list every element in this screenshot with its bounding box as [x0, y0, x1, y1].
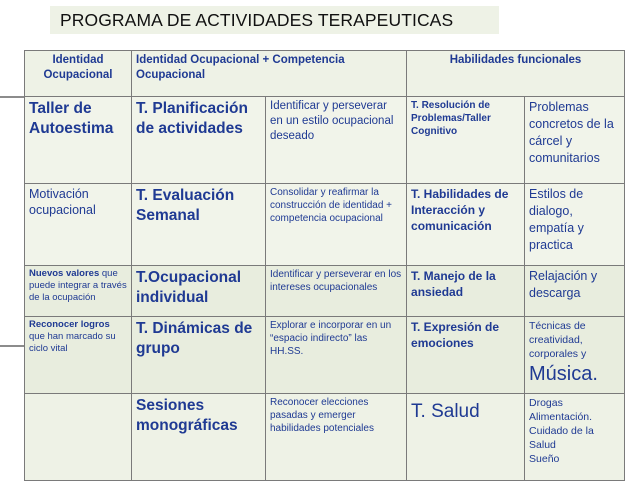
header-identidad: Identidad Ocupacional — [25, 51, 132, 97]
cell-objetivo: Consolidar y reafirmar la construcción de identidad + competencia ocupacional — [266, 184, 407, 266]
cell-habilidad: T. Habilidades de Interacción y comunicación — [407, 184, 525, 266]
cell-contenido — [525, 394, 625, 481]
cell-identidad-bold: uevos valores — [35, 268, 100, 279]
cell-identidad — [25, 266, 132, 317]
cell-taller: T.Ocupacional individual — [132, 266, 266, 317]
cell-objetivo: Identificar y perseverar en los intereses ocupacionales — [266, 266, 407, 317]
cell-identidad: Taller de Autoestima — [25, 97, 132, 184]
header-identidad-competencia: Identidad Ocupacional + Competencia Ocupacional — [132, 51, 407, 97]
cell-habilidad-text: T. Salud — [411, 401, 480, 422]
cell-taller: T. Evaluación Semanal — [132, 184, 266, 266]
table-row — [25, 266, 625, 317]
header-habilidades: Habilidades funcionales — [407, 51, 625, 97]
cell-identidad: Motivación ocupacional — [25, 184, 132, 266]
header-row — [25, 51, 625, 97]
cell-habilidad: T. Manejo de la ansiedad — [407, 266, 525, 317]
list-item: Sueño — [529, 453, 560, 465]
cell-habilidad — [407, 394, 525, 481]
table-row — [25, 394, 625, 481]
cell-objetivo: Explorar e incorporar en un “espacio indirecto” las HH.SS. — [266, 317, 407, 394]
cell-contenido-highlight: Música. — [529, 363, 598, 385]
cell-identidad — [25, 394, 132, 481]
divider-line — [0, 345, 26, 347]
list-item: Alimentación. — [529, 411, 593, 423]
cell-identidad-bold: Reconocer logros — [29, 319, 110, 330]
cell-habilidad: T. Resolución de Problemas/Taller Cognitivo — [407, 97, 525, 184]
cell-taller: Sesiones monográficas — [132, 394, 266, 481]
activities-table — [24, 50, 625, 481]
table-row — [25, 97, 625, 184]
table-row — [25, 317, 625, 394]
cell-taller: T. Dinámicas de grupo — [132, 317, 266, 394]
cell-contenido-text: Técnicas de creatividad, corporales y — [529, 320, 587, 360]
cell-habilidad: T. Expresión de emociones — [407, 317, 525, 394]
left-margin — [0, 0, 26, 480]
cell-contenido: Problemas concretos de la cárcel y comunitarios — [525, 97, 625, 184]
cell-taller: T. Planificación de actividades — [132, 97, 266, 184]
table-row — [25, 184, 625, 266]
cell-identidad-rest: que puede integrar a través de la ocupación — [29, 268, 127, 303]
page-title: PROGRAMA DE ACTIVIDADES TERAPEUTICAS — [50, 6, 499, 34]
cell-identidad-rest: que han marcado su ciclo vital — [29, 331, 116, 354]
list-item: Drogas — [529, 397, 563, 409]
list-item: Cuidado de la Salud — [529, 425, 594, 451]
cell-contenido — [525, 317, 625, 394]
cell-identidad-bold-prefix: N — [29, 268, 36, 279]
cell-objetivo: Reconocer elecciones pasadas y emerger habilidades potenciales — [266, 394, 407, 481]
cell-identidad — [25, 317, 132, 394]
cell-objetivo: Identificar y perseverar en un estilo ocupacional deseado — [266, 97, 407, 184]
cell-contenido: Relajación y descarga — [525, 266, 625, 317]
divider-line — [0, 96, 26, 98]
cell-contenido: Estilos de dialogo, empatía y practica — [525, 184, 625, 266]
